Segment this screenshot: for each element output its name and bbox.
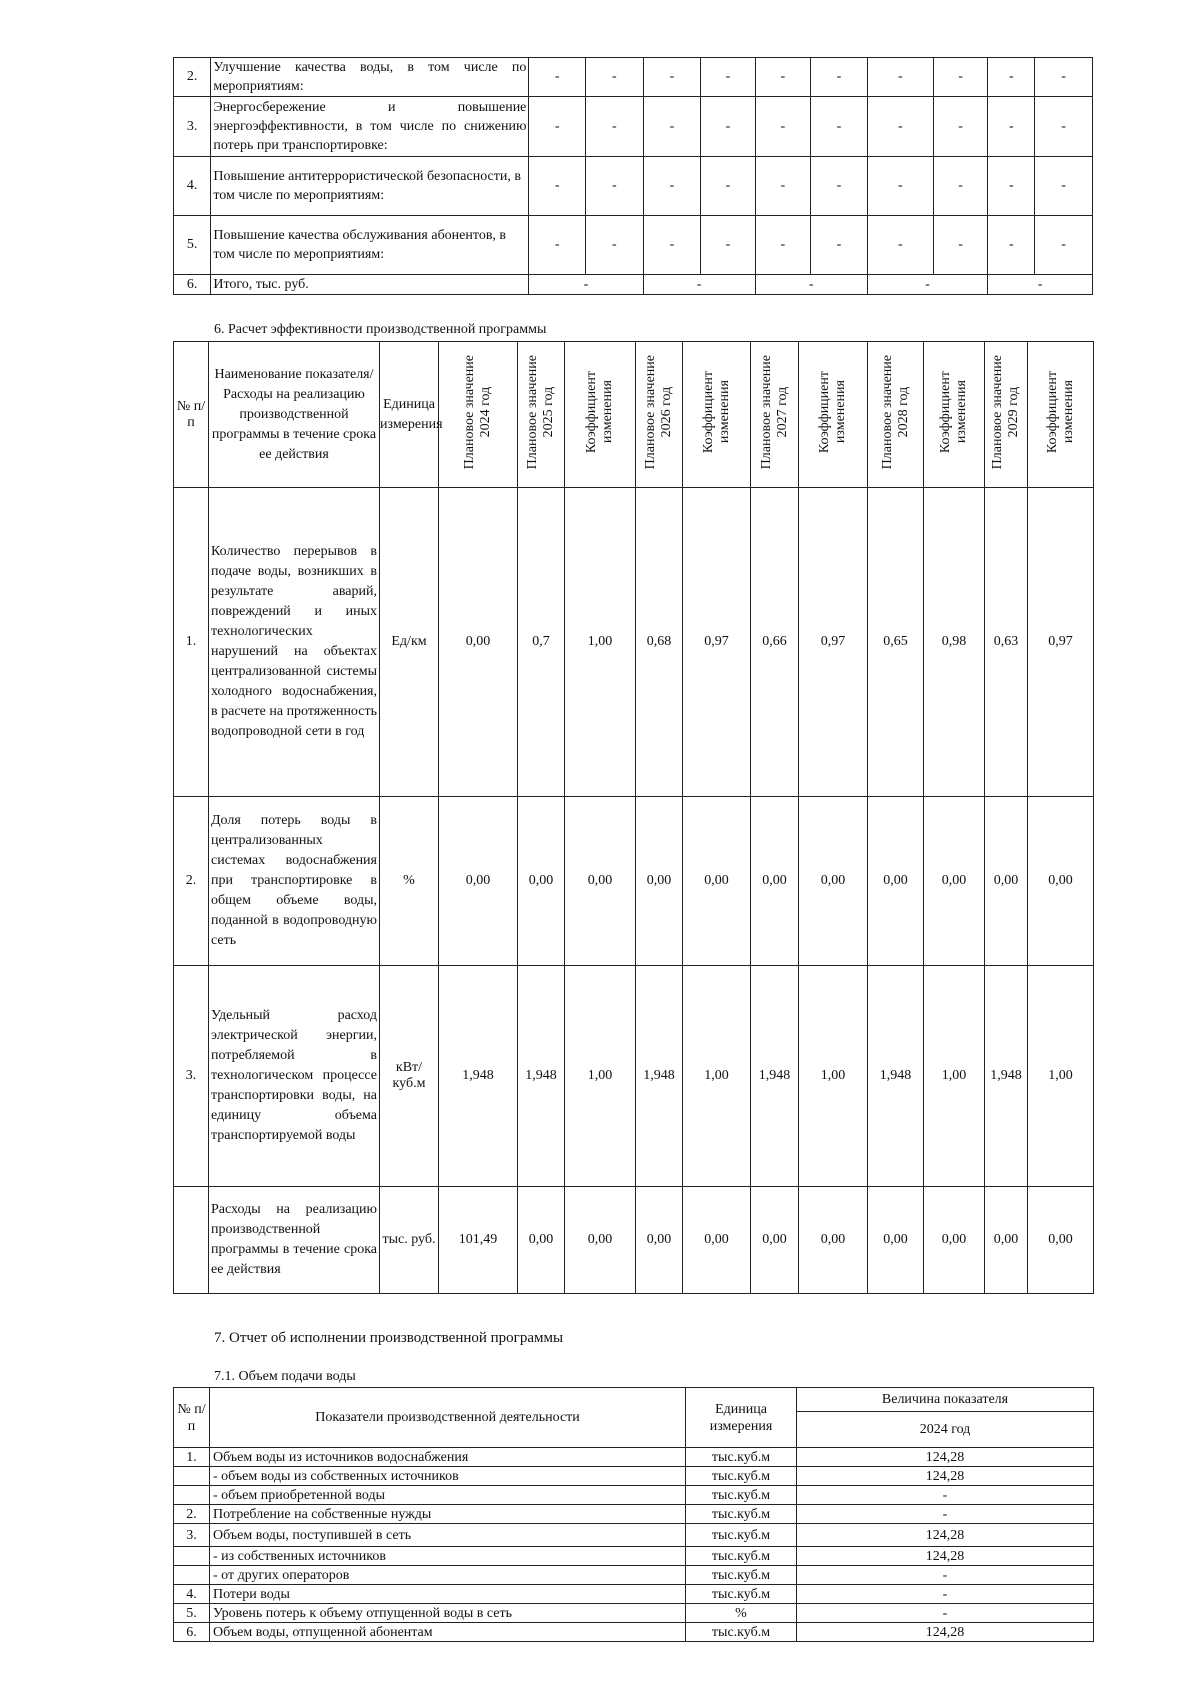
column-header: Коэффициент изменения bbox=[584, 370, 615, 454]
table-row bbox=[174, 58, 1093, 97]
column-header: Плановое значение 2026 год bbox=[643, 354, 674, 470]
row-unit: % bbox=[380, 797, 439, 966]
total-cell: - bbox=[988, 275, 1093, 295]
value-cell: 1,00 bbox=[799, 966, 868, 1187]
value-cell: - bbox=[797, 1486, 1094, 1505]
value-cell: 0,00 bbox=[439, 797, 518, 966]
table-row bbox=[174, 216, 1093, 275]
value-cell: 0,63 bbox=[985, 488, 1028, 797]
value-cell: - bbox=[755, 216, 811, 275]
column-header: Плановое значение 2024 год bbox=[462, 354, 493, 470]
column-header: Плановое значение 2025 год bbox=[525, 354, 556, 470]
value-cell: - bbox=[797, 1604, 1094, 1623]
row-unit: тыс.куб.м bbox=[686, 1486, 797, 1505]
row-number: 6. bbox=[174, 275, 211, 295]
value-cell: - bbox=[933, 157, 987, 216]
value-cell: 0,00 bbox=[636, 1187, 683, 1294]
value-cell: - bbox=[643, 58, 701, 97]
column-header-cell bbox=[751, 342, 799, 488]
value-cell: - bbox=[529, 58, 586, 97]
value-cell: 1,00 bbox=[565, 488, 636, 797]
column-header: Коэффициент изменения bbox=[1044, 370, 1076, 454]
value-cell: - bbox=[1035, 216, 1093, 275]
row-name: - от других операторов bbox=[210, 1566, 686, 1585]
value-cell: - bbox=[811, 157, 868, 216]
value-cell: 0,00 bbox=[751, 797, 799, 966]
value-cell: 0,00 bbox=[683, 1187, 751, 1294]
row-name: Потребление на собственные нужды bbox=[210, 1505, 686, 1524]
column-header-number: № п/п bbox=[174, 342, 209, 488]
row-description: Энергосбережение и повышение энергоэффективности, в том числе по снижению потерь при транспортировке: bbox=[211, 97, 529, 157]
value-cell: - bbox=[529, 97, 586, 157]
row-name: Расходы на реализацию производственной программы в течение срока ее действия bbox=[209, 1187, 380, 1294]
value-cell: - bbox=[797, 1585, 1094, 1604]
table-row bbox=[174, 797, 1094, 966]
value-cell: - bbox=[755, 157, 811, 216]
column-header-cell bbox=[799, 342, 868, 488]
row-unit: тыс.куб.м bbox=[686, 1585, 797, 1604]
value-cell: 101,49 bbox=[439, 1187, 518, 1294]
row-number bbox=[174, 1566, 210, 1585]
header-row bbox=[174, 342, 1094, 488]
column-header-value: Величина показателя bbox=[797, 1388, 1094, 1412]
row-unit: тыс.куб.м bbox=[686, 1448, 797, 1467]
value-cell: - bbox=[755, 58, 811, 97]
column-header-cell bbox=[439, 342, 518, 488]
column-header-name: Наименование показателя/Расходы на реализацию производственной программы в течение срока ее действия bbox=[209, 342, 380, 488]
column-header-cell bbox=[985, 342, 1028, 488]
row-name: - объем приобретенной воды bbox=[210, 1486, 686, 1505]
value-cell: 0,00 bbox=[799, 797, 868, 966]
row-unit: Ед/км bbox=[380, 488, 439, 797]
row-number bbox=[174, 1187, 209, 1294]
value-cell: 0,00 bbox=[636, 797, 683, 966]
value-cell: 0,00 bbox=[799, 1187, 868, 1294]
row-number: 3. bbox=[174, 1524, 210, 1547]
value-cell: 124,28 bbox=[797, 1623, 1094, 1642]
row-name: Доля потерь воды в централизованных системах водоснабжения при транспортировке в общем объеме воды, поданной в водопроводную сеть bbox=[209, 797, 380, 966]
value-cell: - bbox=[988, 216, 1035, 275]
value-cell: - bbox=[701, 58, 755, 97]
value-cell: - bbox=[701, 97, 755, 157]
column-header-cell bbox=[683, 342, 751, 488]
table-row bbox=[174, 1486, 1094, 1505]
row-name: Объем воды, отпущенной абонентам bbox=[210, 1623, 686, 1642]
column-header-cell bbox=[868, 342, 924, 488]
row-name: Объем воды из источников водоснабжения bbox=[210, 1448, 686, 1467]
table-row bbox=[174, 1524, 1094, 1547]
total-row bbox=[174, 275, 1093, 295]
column-header-cell bbox=[518, 342, 565, 488]
row-name: Уровень потерь к объему отпущенной воды в сеть bbox=[210, 1604, 686, 1623]
value-cell: - bbox=[933, 216, 987, 275]
table-row bbox=[174, 1547, 1094, 1566]
row-unit: тыс.куб.м bbox=[686, 1524, 797, 1547]
value-cell: - bbox=[529, 157, 586, 216]
column-header-unit: Единица измерения bbox=[380, 342, 439, 488]
value-cell: 0,00 bbox=[868, 797, 924, 966]
value-cell: 0,00 bbox=[985, 797, 1028, 966]
section-7-title: 7. Отчет об исполнении производственной программы bbox=[214, 1330, 564, 1346]
row-number: 1. bbox=[174, 488, 209, 797]
row-number: 3. bbox=[174, 97, 211, 157]
value-cell: 0,00 bbox=[518, 1187, 565, 1294]
value-cell: - bbox=[867, 97, 933, 157]
value-cell: 0,00 bbox=[985, 1187, 1028, 1294]
column-header-cell bbox=[924, 342, 985, 488]
value-cell: - bbox=[585, 97, 643, 157]
value-cell: 1,00 bbox=[924, 966, 985, 1187]
table-row bbox=[174, 97, 1093, 157]
header-row bbox=[174, 1388, 1094, 1412]
value-cell: - bbox=[867, 216, 933, 275]
row-name: Количество перерывов в подаче воды, возникших в результате аварий, повреждений и иных технологических нарушений на объектах централизованной системы холодного водоснабжения, в расчете на протяженность водопроводной сети в год bbox=[209, 488, 380, 797]
value-cell: - bbox=[701, 216, 755, 275]
value-cell: 1,948 bbox=[985, 966, 1028, 1187]
value-cell: - bbox=[988, 58, 1035, 97]
column-header-year: 2024 год bbox=[797, 1412, 1094, 1448]
value-cell: - bbox=[1035, 157, 1093, 216]
value-cell: 0,97 bbox=[799, 488, 868, 797]
value-cell: 0,00 bbox=[1028, 1187, 1094, 1294]
column-header-cell bbox=[565, 342, 636, 488]
row-unit: тыс.куб.м bbox=[686, 1566, 797, 1585]
table-row bbox=[174, 1585, 1094, 1604]
column-header: Коэффициент изменения bbox=[938, 370, 969, 454]
value-cell: - bbox=[643, 157, 701, 216]
value-cell: - bbox=[529, 216, 586, 275]
row-description: Улучшение качества воды, в том числе по мероприятиям: bbox=[211, 58, 529, 97]
row-description: Повышение антитеррористической безопасности, в том числе по мероприятиям: bbox=[211, 157, 529, 216]
total-cell: - bbox=[755, 275, 867, 295]
column-header-unit: Единица измерения bbox=[686, 1388, 797, 1448]
row-number bbox=[174, 1467, 210, 1486]
value-cell: 0,00 bbox=[518, 797, 565, 966]
value-cell: 1,948 bbox=[636, 966, 683, 1187]
column-header-cell bbox=[636, 342, 683, 488]
column-header: Плановое значение 2027 год bbox=[758, 354, 790, 470]
value-cell: 1,00 bbox=[683, 966, 751, 1187]
column-header-cell bbox=[1028, 342, 1094, 488]
row-number: 2. bbox=[174, 797, 209, 966]
value-cell: - bbox=[585, 216, 643, 275]
table-row bbox=[174, 488, 1094, 797]
value-cell: 0,98 bbox=[924, 488, 985, 797]
value-cell: 1,00 bbox=[565, 966, 636, 1187]
row-unit: тыс.куб.м bbox=[686, 1547, 797, 1566]
row-number: 5. bbox=[174, 216, 211, 275]
row-number bbox=[174, 1547, 210, 1566]
value-cell: 0,00 bbox=[565, 797, 636, 966]
value-cell: - bbox=[701, 157, 755, 216]
table-row bbox=[174, 1448, 1094, 1467]
column-header-number: № п/п bbox=[174, 1388, 210, 1448]
table-row bbox=[174, 1623, 1094, 1642]
value-cell: - bbox=[1035, 97, 1093, 157]
column-header: Коэффициент изменения bbox=[817, 370, 848, 454]
row-unit: тыс.куб.м bbox=[686, 1505, 797, 1524]
value-cell: - bbox=[988, 157, 1035, 216]
value-cell: - bbox=[585, 58, 643, 97]
table-row bbox=[174, 1187, 1094, 1294]
row-number: 2. bbox=[174, 1505, 210, 1524]
value-cell: - bbox=[755, 97, 811, 157]
value-cell: - bbox=[643, 216, 701, 275]
water-volume-table bbox=[173, 1387, 1094, 1642]
row-number bbox=[174, 1486, 210, 1505]
value-cell: - bbox=[867, 58, 933, 97]
row-name: - объем воды из собственных источников bbox=[210, 1467, 686, 1486]
measures-table bbox=[173, 57, 1093, 295]
table-row bbox=[174, 157, 1093, 216]
value-cell: 0,00 bbox=[868, 1187, 924, 1294]
value-cell: 0,00 bbox=[924, 1187, 985, 1294]
value-cell: - bbox=[797, 1505, 1094, 1524]
row-number: 4. bbox=[174, 157, 211, 216]
table-row bbox=[174, 1505, 1094, 1524]
row-number: 4. bbox=[174, 1585, 210, 1604]
value-cell: 124,28 bbox=[797, 1547, 1094, 1566]
total-cell: - bbox=[643, 275, 755, 295]
value-cell: 124,28 bbox=[797, 1524, 1094, 1547]
row-name: Объем воды, поступившей в сеть bbox=[210, 1524, 686, 1547]
row-description: Итого, тыс. руб. bbox=[211, 275, 529, 295]
value-cell: - bbox=[585, 157, 643, 216]
column-header: Коэффициент изменения bbox=[700, 370, 732, 454]
value-cell: - bbox=[933, 97, 987, 157]
value-cell: 0,97 bbox=[683, 488, 751, 797]
total-cell: - bbox=[529, 275, 643, 295]
value-cell: 0,65 bbox=[868, 488, 924, 797]
value-cell: - bbox=[988, 97, 1035, 157]
row-unit: тыс. руб. bbox=[380, 1187, 439, 1294]
section-7-1-title: 7.1. Объем подачи воды bbox=[214, 1369, 356, 1384]
row-name: - из собственных источников bbox=[210, 1547, 686, 1566]
efficiency-table bbox=[173, 341, 1094, 1294]
row-number: 1. bbox=[174, 1448, 210, 1467]
value-cell: 0,68 bbox=[636, 488, 683, 797]
row-unit: кВт/куб.м bbox=[380, 966, 439, 1187]
value-cell: 0,00 bbox=[439, 488, 518, 797]
row-number: 2. bbox=[174, 58, 211, 97]
row-unit: тыс.куб.м bbox=[686, 1623, 797, 1642]
value-cell: 0,00 bbox=[751, 1187, 799, 1294]
value-cell: 0,97 bbox=[1028, 488, 1094, 797]
value-cell: - bbox=[811, 58, 868, 97]
value-cell: 0,00 bbox=[683, 797, 751, 966]
table-row bbox=[174, 966, 1094, 1187]
value-cell: 1,948 bbox=[868, 966, 924, 1187]
row-number: 5. bbox=[174, 1604, 210, 1623]
total-cell: - bbox=[867, 275, 988, 295]
value-cell: 0,7 bbox=[518, 488, 565, 797]
value-cell: 124,28 bbox=[797, 1467, 1094, 1486]
row-description: Повышение качества обслуживания абонентов, в том числе по мероприятиям: bbox=[211, 216, 529, 275]
value-cell: 1,948 bbox=[439, 966, 518, 1187]
value-cell: 124,28 bbox=[797, 1448, 1094, 1467]
value-cell: - bbox=[933, 58, 987, 97]
row-number: 3. bbox=[174, 966, 209, 1187]
value-cell: - bbox=[1035, 58, 1093, 97]
row-unit: тыс.куб.м bbox=[686, 1467, 797, 1486]
row-name: Удельный расход электрической энергии, потребляемой в технологическом процессе транспортировки воды, на единицу объема транспортируемой воды bbox=[209, 966, 380, 1187]
value-cell: - bbox=[867, 157, 933, 216]
table-row bbox=[174, 1566, 1094, 1585]
value-cell: 1,00 bbox=[1028, 966, 1094, 1187]
section-6-title: 6. Расчет эффективности производственной программы bbox=[214, 322, 547, 337]
value-cell: - bbox=[643, 97, 701, 157]
value-cell: 0,66 bbox=[751, 488, 799, 797]
column-header-indicator: Показатели производственной деятельности bbox=[210, 1388, 686, 1448]
value-cell: 1,948 bbox=[518, 966, 565, 1187]
value-cell: 1,948 bbox=[751, 966, 799, 1187]
row-name: Потери воды bbox=[210, 1585, 686, 1604]
row-number: 6. bbox=[174, 1623, 210, 1642]
value-cell: 0,00 bbox=[1028, 797, 1094, 966]
column-header: Плановое значение 2028 год bbox=[879, 354, 911, 470]
table-row bbox=[174, 1604, 1094, 1623]
row-unit: % bbox=[686, 1604, 797, 1623]
table-row bbox=[174, 1467, 1094, 1486]
value-cell: 0,00 bbox=[565, 1187, 636, 1294]
value-cell: 0,00 bbox=[924, 797, 985, 966]
column-header: Плановое значение 2029 год bbox=[990, 354, 1021, 470]
value-cell: - bbox=[811, 97, 868, 157]
value-cell: - bbox=[811, 216, 868, 275]
value-cell: - bbox=[797, 1566, 1094, 1585]
